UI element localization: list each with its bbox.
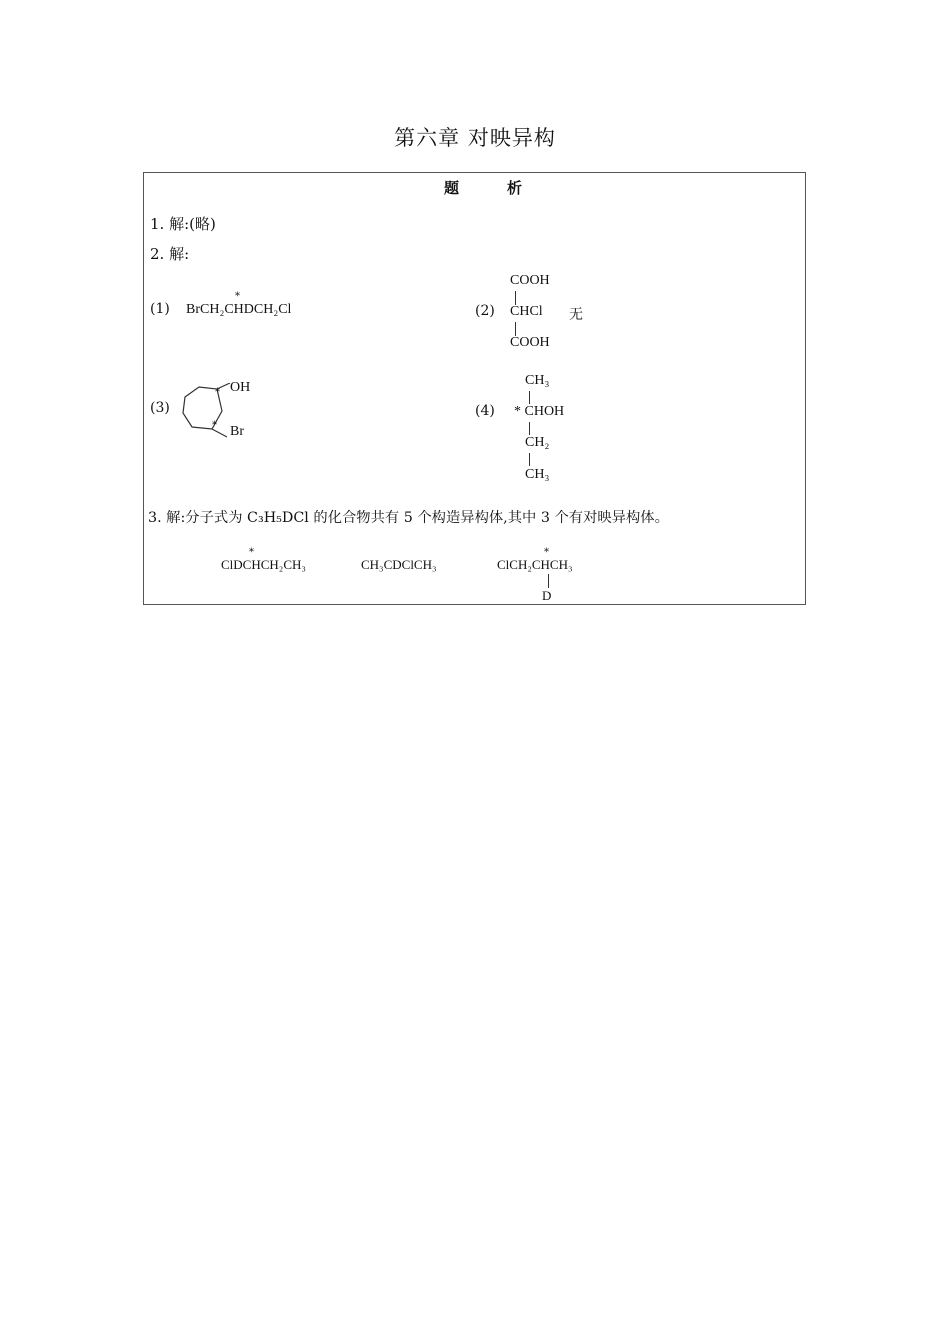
bond-line: [529, 391, 530, 404]
q2-p1-formula: BrCH₂CHDCH₂Cl: [186, 302, 292, 317]
q3-formula-2: CH₃CDClCH₃: [361, 557, 437, 572]
q2-p3-oh: OH: [230, 380, 251, 395]
q2-p4-ch2: CH₂: [525, 435, 550, 450]
chiral-star: *: [215, 387, 220, 398]
q2-p2-number: (2): [475, 303, 495, 319]
q3-answer: 3. 解:分子式为 C₃H₅DCl 的化合物共有 5 个构造异构体,其中 3 个有对映异构体。: [148, 510, 669, 526]
q2-p2-top: COOH: [510, 273, 550, 288]
q2-p4-number: (4): [475, 403, 495, 419]
chiral-star: *: [249, 547, 254, 558]
bond-line: [515, 322, 516, 336]
bond-line: [529, 453, 530, 466]
q2-p3-br: Br: [230, 424, 244, 439]
chiral-star: *: [212, 420, 217, 431]
q3-formula-3-sub: D: [542, 588, 552, 603]
q3-formula-3: ClCH₂CHCH₃: [497, 557, 573, 572]
bond-line: [548, 574, 549, 588]
q1-answer: 1. 解:(略): [150, 215, 216, 233]
q2-p4-bottom: CH₃: [525, 467, 550, 482]
q2-p4-mid: * CHOH: [514, 404, 565, 419]
bond-line: [515, 291, 516, 305]
box-heading: 题析: [444, 179, 571, 197]
page-title: 第六章 对映异构: [394, 126, 556, 150]
q2-p2-mid: CHCl: [510, 304, 543, 319]
q3-formula-1: ClDCHCH₂CH₃: [221, 557, 306, 572]
chiral-star: *: [235, 291, 240, 302]
chiral-star: *: [544, 547, 549, 558]
q2-p2-note: 无: [569, 307, 583, 323]
q2-p4-top: CH₃: [525, 373, 550, 388]
bond-line: [529, 422, 530, 435]
answer-box: [143, 172, 806, 605]
q2-label: 2. 解:: [150, 245, 190, 263]
q2-p3-number: (3): [150, 400, 170, 416]
q2-p2-bottom: COOH: [510, 335, 550, 350]
q2-p1-number: (1): [150, 301, 170, 317]
